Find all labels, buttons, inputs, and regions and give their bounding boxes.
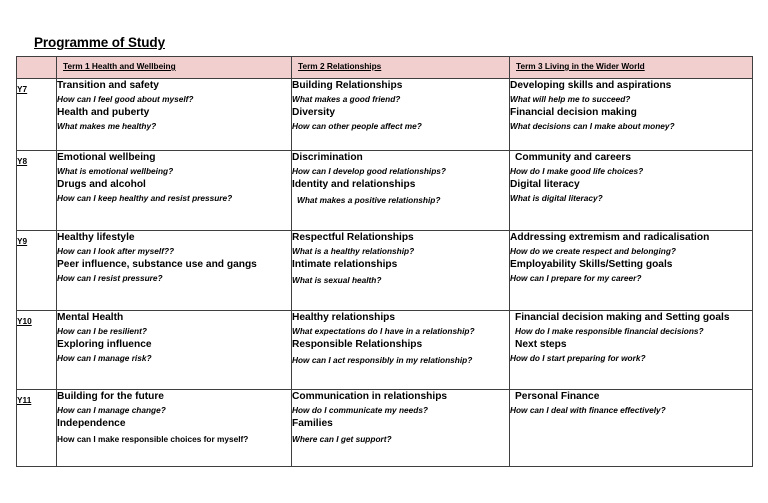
topic-heading: Building for the future xyxy=(57,391,164,402)
topic-heading: Independence xyxy=(57,417,126,429)
year-label: Y11 xyxy=(17,395,32,405)
topic-heading: Peer influence, substance use and gangs xyxy=(57,258,257,270)
cell-y11-term2 xyxy=(292,390,510,467)
topic-question: What will help me to succeed? xyxy=(510,94,631,105)
topic-question: What is a healthy relationship? xyxy=(292,246,415,257)
programme-of-study-table xyxy=(16,56,753,467)
cell-y8-term3 xyxy=(510,151,753,231)
table-row xyxy=(17,231,753,311)
topic-question: What is sexual health? xyxy=(292,274,382,285)
topic-question: What is digital literacy? xyxy=(510,192,603,203)
topic-heading: Next steps xyxy=(515,338,567,350)
table-row xyxy=(17,390,753,467)
topic-question: How do I communicate my needs? xyxy=(292,405,429,416)
topic-heading: Discrimination xyxy=(292,152,363,163)
year-label: Y9 xyxy=(17,236,28,246)
cell-y7-term3 xyxy=(510,79,753,151)
topic-question: How can I develop good relationships? xyxy=(292,166,446,177)
topic-heading: Respectful Relationships xyxy=(292,232,414,243)
table-row xyxy=(17,151,753,231)
topic-heading: Families xyxy=(292,417,333,429)
topic-heading: Addressing extremism and radicalisation xyxy=(510,232,710,243)
topic-heading: Financial decision making xyxy=(510,106,637,118)
topic-question: How can I make responsible choices for myself? xyxy=(57,433,249,444)
topic-heading: Emotional wellbeing xyxy=(57,152,156,163)
topic-question: How do we create respect and belonging? xyxy=(510,246,676,257)
topic-heading: Employability Skills/Setting goals xyxy=(510,258,673,270)
topic-question: Where can I get support? xyxy=(292,433,392,444)
year-label: Y10 xyxy=(17,316,32,326)
year-cell xyxy=(17,79,57,151)
topic-question: How can I prepare for my career? xyxy=(510,272,642,283)
topic-question: How do I make good life choices? xyxy=(510,166,644,177)
cell-y8-term1 xyxy=(57,151,292,231)
table-row xyxy=(17,79,753,151)
topic-heading: Drugs and alcohol xyxy=(57,178,146,190)
cell-y9-term1 xyxy=(57,231,292,311)
cell-y11-term1 xyxy=(57,390,292,467)
column-header-term2-label: Term 2 Relationships xyxy=(298,61,382,71)
cell-y10-term2 xyxy=(292,311,510,390)
topic-question: How can I keep healthy and resist pressure? xyxy=(57,192,233,203)
column-header-term1 xyxy=(57,57,292,79)
cell-y11-term3 xyxy=(510,390,753,467)
table-header xyxy=(17,57,753,79)
cell-y8-term2 xyxy=(292,151,510,231)
topic-heading: Digital literacy xyxy=(510,178,580,190)
topic-heading: Community and careers xyxy=(515,152,632,163)
topic-heading: Financial decision making and Setting goals xyxy=(515,312,730,323)
year-cell xyxy=(17,311,57,390)
topic-heading: Identity and relationships xyxy=(292,178,416,190)
header-row xyxy=(17,57,753,79)
topic-heading: Healthy lifestyle xyxy=(57,232,135,243)
topic-question: What expectations do I have in a relationship? xyxy=(292,326,475,337)
topic-heading: Health and puberty xyxy=(57,106,150,118)
topic-heading: Personal Finance xyxy=(515,391,600,402)
topic-heading: Exploring influence xyxy=(57,338,152,350)
column-header-term3-label: Term 3 Living in the Wider World xyxy=(516,61,645,71)
year-label: Y7 xyxy=(17,84,28,94)
table-row xyxy=(17,311,753,390)
cell-y9-term2 xyxy=(292,231,510,311)
topic-question: How can I deal with finance effectively? xyxy=(510,405,666,416)
table-body xyxy=(17,79,753,467)
topic-question: How do I start preparing for work? xyxy=(510,352,646,363)
topic-question: What makes a good friend? xyxy=(292,94,401,105)
year-cell xyxy=(17,231,57,311)
column-header-term3 xyxy=(510,57,753,79)
topic-heading: Intimate relationships xyxy=(292,258,398,270)
topic-heading: Communication in relationships xyxy=(292,391,448,402)
topic-question: How can I manage change? xyxy=(57,405,166,416)
year-label: Y8 xyxy=(17,156,28,166)
year-cell xyxy=(17,151,57,231)
topic-question: How can I act responsibly in my relationship? xyxy=(292,354,473,365)
topic-question: What makes a positive relationship? xyxy=(297,194,441,205)
page-title: Programme of Study xyxy=(34,35,165,50)
topic-question: How can other people affect me? xyxy=(292,120,422,131)
topic-heading: Healthy relationships xyxy=(292,312,396,323)
topic-question: How can I manage risk? xyxy=(57,352,152,363)
column-header-term1-label: Term 1 Health and Wellbeing xyxy=(63,61,176,71)
cell-y10-term1 xyxy=(57,311,292,390)
cell-y10-term3 xyxy=(510,311,753,390)
topic-heading: Transition and safety xyxy=(57,80,159,91)
column-header-year xyxy=(17,57,57,79)
topic-question: How can I feel good about myself? xyxy=(57,94,194,105)
topic-heading: Building Relationships xyxy=(292,80,403,91)
topic-question: What makes me healthy? xyxy=(57,120,157,131)
topic-question: How can I look after myself?? xyxy=(57,246,175,257)
cell-y7-term1 xyxy=(57,79,292,151)
cell-y9-term3 xyxy=(510,231,753,311)
topic-heading: Diversity xyxy=(292,106,336,118)
column-header-year-label xyxy=(17,57,56,62)
topic-question: How do I make responsible financial decisions? xyxy=(515,326,704,337)
topic-question: What decisions can I make about money? xyxy=(510,120,675,131)
topic-heading: Developing skills and aspirations xyxy=(510,80,672,91)
year-cell xyxy=(17,390,57,467)
topic-heading: Responsible Relationships xyxy=(292,338,423,350)
topic-question: What is emotional wellbeing? xyxy=(57,166,174,177)
column-header-term2 xyxy=(292,57,510,79)
topic-question: How can I resist pressure? xyxy=(57,272,163,283)
topic-heading: Mental Health xyxy=(57,312,124,323)
topic-question: How can I be resilient? xyxy=(57,326,147,337)
cell-y7-term2 xyxy=(292,79,510,151)
